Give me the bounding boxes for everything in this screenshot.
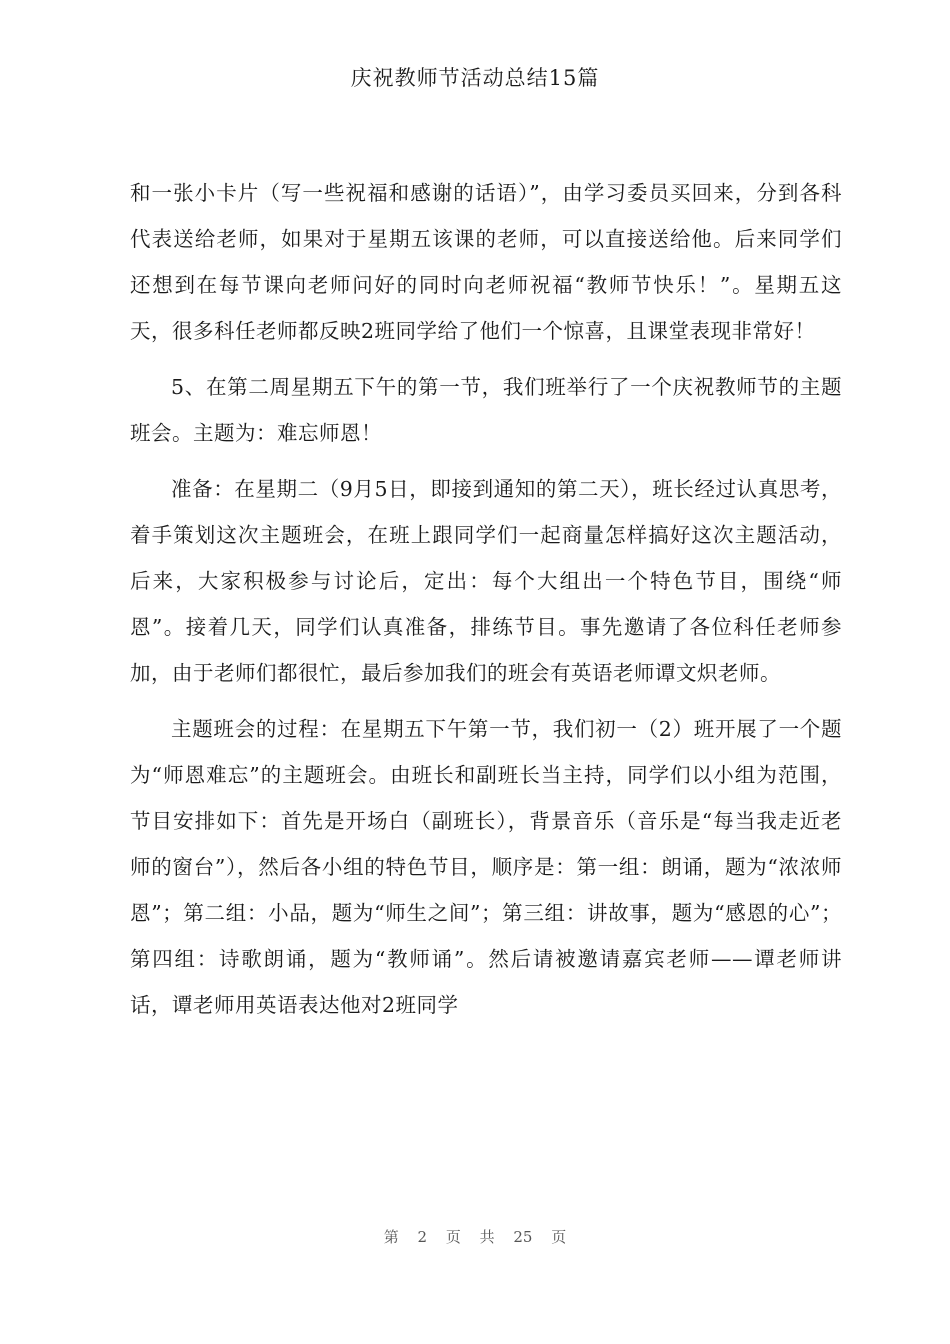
document-body <box>130 170 842 1038</box>
paragraph-preparation: 准备：在星期二（9月5日，即接到通知的第二天），班长经过认真思考，着手策划这次主题班会，在班上跟同学们一起商量怎样搞好这次主题活动，后来，大家积极参与讨论后，定出：每个大组出一个特色节目，围绕“师恩”。接着几天，同学们认真准备，排练节目。事先邀请了各位科任老师参加，由于老师们都很忙，最后参加我们的班会有英语老师谭文炽老师。 <box>130 477 842 685</box>
paragraph-continued: 和一张小卡片（写一些祝福和感谢的话语）”，由学习委员买回来，分到各科代表送给老师，如果对于星期五该课的老师，可以直接送给他。后来同学们还想到在每节课向老师问好的同时向老师祝福“教师节快乐！”。星期五这天，很多科任老师都反映2班同学给了他们一个惊喜，且课堂表现非常好！ <box>130 181 842 343</box>
paragraph-process: 主题班会的过程：在星期五下午第一节，我们初一（2）班开展了一个题为“师恩难忘”的主题班会。由班长和副班长当主持，同学们以小组为范围，节目安排如下：首先是开场白（副班长），背景音乐（音乐是“每当我走近老师的窗台”），然后各小组的特色节目，顺序是：第一组：朗诵，题为“浓浓师恩”；第二组：小品，题为“师生之间”；第三组：讲故事，题为“感恩的心”；第四组：诗歌朗诵，题为“教师诵”。然后请被邀请嘉宾老师——谭老师讲话，谭老师用英语表达他对2班同学 <box>130 717 842 1017</box>
paragraph-item-5: 5、在第二周星期五下午的第一节，我们班举行了一个庆祝教师节的主题班会。主题为：难忘师恩！ <box>130 375 842 445</box>
page-number: 第 2 页 共 25 页 <box>383 1228 567 1246</box>
document-title: 庆祝教师节活动总结15篇 <box>350 66 600 90</box>
